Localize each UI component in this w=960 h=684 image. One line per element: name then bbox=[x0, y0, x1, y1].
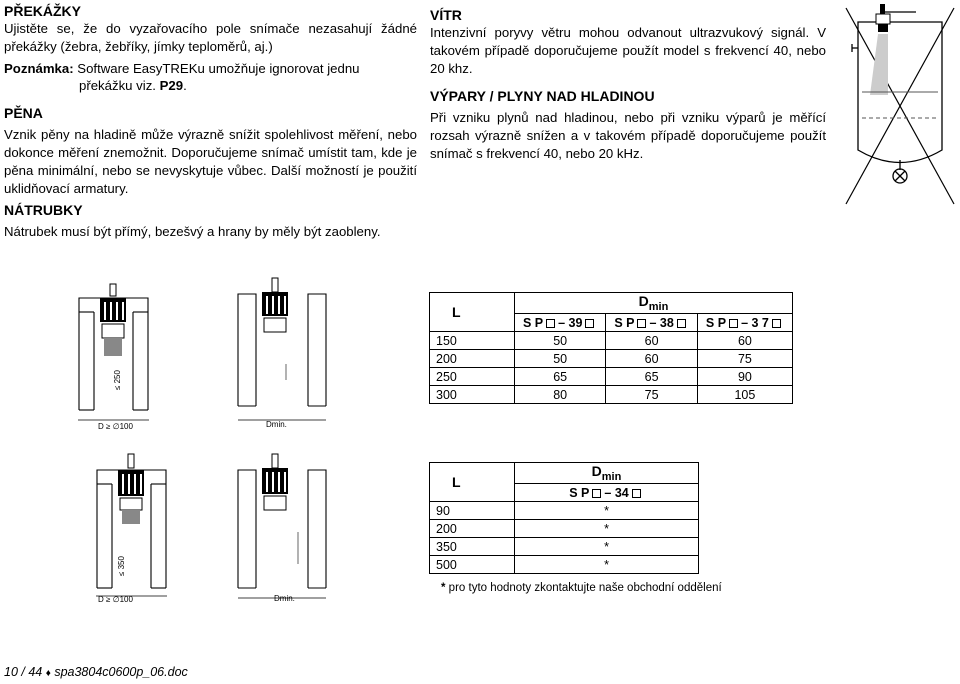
text-pena: Vznik pěny na hladině může výrazně snížit spolehlivost měření, nebo dokonce měření znemožnit. Doporučujeme snímač umístit tam, kde je pěna minimální, nebo se nevyskytuje vůbec. Další možností je použití uklidňovací armatury. bbox=[4, 127, 417, 196]
table1-model-2: S P – 38 bbox=[606, 314, 697, 332]
diameter-label-1: D ≥ ∅100 bbox=[98, 422, 133, 431]
table2-model: S P – 34 bbox=[515, 484, 699, 502]
square-icon bbox=[729, 319, 738, 328]
text-vitr: Intenzivní poryvy větru mohou odvanout ultrazvukový signál. V takovém případě doporučujeme použít model s frekvencí 40, nebo 20 khz. bbox=[430, 25, 826, 76]
square-icon bbox=[677, 319, 686, 328]
page-footer bbox=[4, 665, 188, 679]
dmin-table-1 bbox=[429, 292, 793, 404]
page-number: 10 / 44 bbox=[4, 665, 43, 679]
note-label: Poznámka: bbox=[4, 60, 74, 76]
table1-l-header: L bbox=[430, 293, 515, 332]
right-text-column bbox=[430, 6, 826, 163]
note-text-1: Software EasyTREKu umožňuje ignorovat jednu bbox=[77, 60, 360, 76]
table-row: 500 * bbox=[430, 556, 699, 574]
vapour-beam bbox=[870, 34, 888, 95]
text-vypary: Při vzniku plynů nad hladinou, nebo při vzniku výparů je měřící rozsah výrazně snížen a v takovém případě doporučujeme použít snímač s frekvencí 40, nebo 20 kHz. bbox=[430, 110, 826, 161]
dmin-table-2 bbox=[429, 462, 699, 574]
heading-prekazky: PŘEKÁŽKY bbox=[4, 3, 82, 19]
height-label-3: ≤ 350 bbox=[117, 556, 126, 576]
table2-d-header: $D_{min}$ bbox=[515, 463, 699, 484]
square-icon bbox=[632, 489, 641, 498]
diamond-icon: ♦ bbox=[45, 668, 51, 679]
table-row: 300 80 75 105 bbox=[430, 386, 793, 404]
tank-vapour-illustration bbox=[840, 0, 960, 210]
text-natrubky: Nátrubek musí být přímý, bezešvý a hrany by měly být zaobleny. bbox=[4, 224, 381, 240]
heading-natrubky: NÁTRUBKY bbox=[4, 202, 83, 219]
table1-model-1: S P – 39 bbox=[515, 314, 606, 332]
square-icon bbox=[546, 319, 555, 328]
table-row: 250 65 65 90 bbox=[430, 368, 793, 386]
table2-l-header: L bbox=[430, 463, 515, 502]
heading-pena: PĚNA bbox=[4, 105, 43, 122]
nozzle-drawing-4 bbox=[234, 448, 334, 608]
height-label-1: ≤ 250 bbox=[113, 370, 122, 390]
square-icon bbox=[772, 319, 781, 328]
nozzle-drawing-2 bbox=[234, 276, 334, 432]
document-name: spa3804c0600p_06.doc bbox=[54, 665, 188, 679]
diameter-label-3: D ≥ ∅100 bbox=[98, 595, 133, 604]
nozzle-drawing-3 bbox=[94, 448, 174, 608]
sensor-icon bbox=[876, 4, 890, 32]
diameter-label-4: Dmin. bbox=[274, 594, 295, 603]
left-text-column bbox=[4, 2, 417, 241]
table2-footnote: * pro tyto hodnoty zkontaktujte naše obchodní oddělení bbox=[441, 582, 722, 594]
table-row: 90 * bbox=[430, 502, 699, 520]
table-row: 350 * bbox=[430, 538, 699, 556]
square-icon bbox=[585, 319, 594, 328]
note-ref: P29 bbox=[159, 78, 184, 94]
square-icon bbox=[637, 319, 646, 328]
nozzle-drawing-1 bbox=[76, 280, 156, 436]
heading-vitr: VÍTR bbox=[430, 7, 462, 23]
square-icon bbox=[592, 489, 601, 498]
table-row: 200 50 60 75 bbox=[430, 350, 793, 368]
note-line-1 bbox=[4, 60, 417, 78]
note-line-2 bbox=[4, 77, 417, 95]
heading-vypary: VÝPARY / PLYNY NAD HLADINOU bbox=[430, 88, 655, 105]
note-text-2: překážku viz. bbox=[79, 78, 156, 94]
diameter-label-2: Dmin. bbox=[266, 420, 287, 429]
text-prekazky: Ujistěte se, že do vyzařovacího pole snímače nezasahují žádné překážky (žebra, žebříky, jímky teploměrů, aj.) bbox=[4, 21, 417, 54]
note-end: . bbox=[183, 78, 187, 94]
table1-model-3: S P – 3 7 bbox=[697, 314, 792, 332]
table1-d-header: $D_{min}$ bbox=[515, 293, 793, 314]
table-row: 150 50 60 60 bbox=[430, 332, 793, 350]
table-row: 200 * bbox=[430, 520, 699, 538]
